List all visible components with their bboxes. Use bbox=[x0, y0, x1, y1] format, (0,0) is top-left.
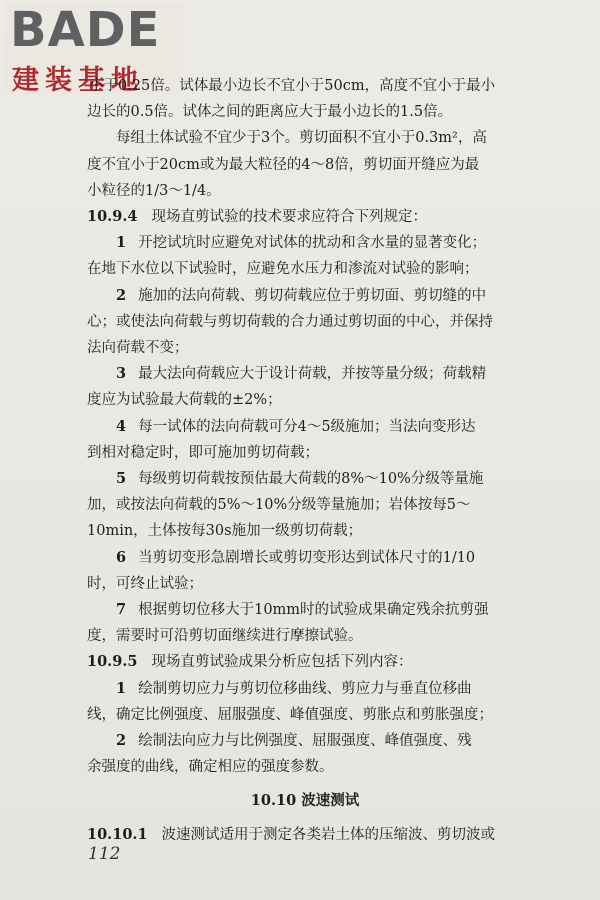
paragraph-line: 边长的0.5倍。试体之间的距离应大于最小边长的1.5倍。 bbox=[87, 104, 453, 121]
list-item: 7 根据剪切位移大于10mm时的试验成果确定残余抗剪强 bbox=[116, 601, 489, 618]
list-item: 1 绘制剪切应力与剪切位移曲线、剪应力与垂直位移曲 bbox=[116, 679, 472, 697]
page-number: 112 bbox=[88, 844, 121, 864]
paragraph-line: 度不宜小于20cm或为最大粒径的4～8倍，剪切面开缝应为最 bbox=[87, 156, 480, 173]
list-item: 2 绘制法向应力与比例强度、屈服强度、峰值强度、残 bbox=[116, 732, 472, 749]
clause-10-10-1 bbox=[87, 821, 495, 849]
list-item-continuation: 到相对稳定时，即可施加剪切荷载； bbox=[87, 444, 319, 461]
clause-10-9-4-heading bbox=[87, 203, 427, 231]
section-10-10-heading: 10.10 波速测试 bbox=[250, 792, 360, 810]
list-item-continuation: 心；或使法向荷载与剪切荷载的合力通过剪切面的中心，并保持 bbox=[87, 313, 493, 330]
list-item: 5 每级剪切荷载按预估最大荷载的8%～10%分级等量施 bbox=[116, 470, 484, 487]
list-item-continuation: 法向荷载不变； bbox=[87, 340, 189, 356]
list-item-continuation: 加，或按法向荷载的5%～10%分级等量施加；岩体按每5～ bbox=[87, 497, 471, 514]
clause-number: 10.9.4 bbox=[87, 208, 138, 225]
clause-title: 现场直剪试验的技术要求应符合下列规定： bbox=[151, 209, 427, 225]
watermark-brand: BADE bbox=[10, 2, 161, 58]
list-item-continuation: 余强度的曲线，确定相应的强度参数。 bbox=[87, 759, 334, 776]
clause-10-9-5-heading bbox=[87, 648, 412, 676]
clause-number: 10.9.5 bbox=[87, 653, 138, 671]
paragraph-line: 小于0.25倍。试体最小边长不宜小于50cm，高度不宜小于最小 bbox=[89, 78, 496, 94]
paragraph-line: 每组土体试验不宜少于3个。剪切面积不宜小于0.3m²，高 bbox=[116, 130, 487, 147]
list-item-continuation: 度，需要时可沿剪切面继续进行摩擦试验。 bbox=[87, 628, 363, 645]
paragraph-line: 小粒径的1/3～1/4。 bbox=[87, 182, 221, 199]
list-item: 1 开挖试坑时应避免对试体的扰动和含水量的显著变化； bbox=[116, 234, 487, 252]
list-item: 2 施加的法向荷载、剪切荷载应位于剪切面、剪切缝的中 bbox=[116, 286, 487, 304]
clause-number: 10.10.1 bbox=[87, 826, 148, 844]
list-item-continuation: 10min，土体按每30s施加一级剪切荷载； bbox=[87, 523, 363, 540]
list-item: 3 最大法向荷载应大于设计荷载，并按等量分级；荷载精 bbox=[116, 365, 487, 383]
list-item: 6 当剪切变形急剧增长或剪切变形达到试体尺寸的1/10 bbox=[116, 548, 476, 566]
list-item-continuation: 时，可终止试验； bbox=[87, 575, 203, 592]
clause-title: 现场直剪试验成果分析应包括下列内容： bbox=[151, 654, 413, 671]
list-item-continuation: 度应为试验最大荷载的±2%； bbox=[87, 392, 282, 409]
list-item: 4 每一试体的法向荷载可分4～5级施加；当法向变形达 bbox=[116, 417, 476, 435]
watermark-subtitle: 建装基地 bbox=[12, 65, 144, 96]
list-item-continuation: 线，确定比例强度、屈服强度、峰值强度、剪胀点和剪胀强度； bbox=[87, 706, 493, 723]
list-item-continuation: 在地下水位以下试验时，应避免水压力和渗流对试验的影响； bbox=[87, 261, 479, 278]
clause-text: 波速测试适用于测定各类岩土体的压缩波、剪切波或 bbox=[161, 827, 496, 844]
